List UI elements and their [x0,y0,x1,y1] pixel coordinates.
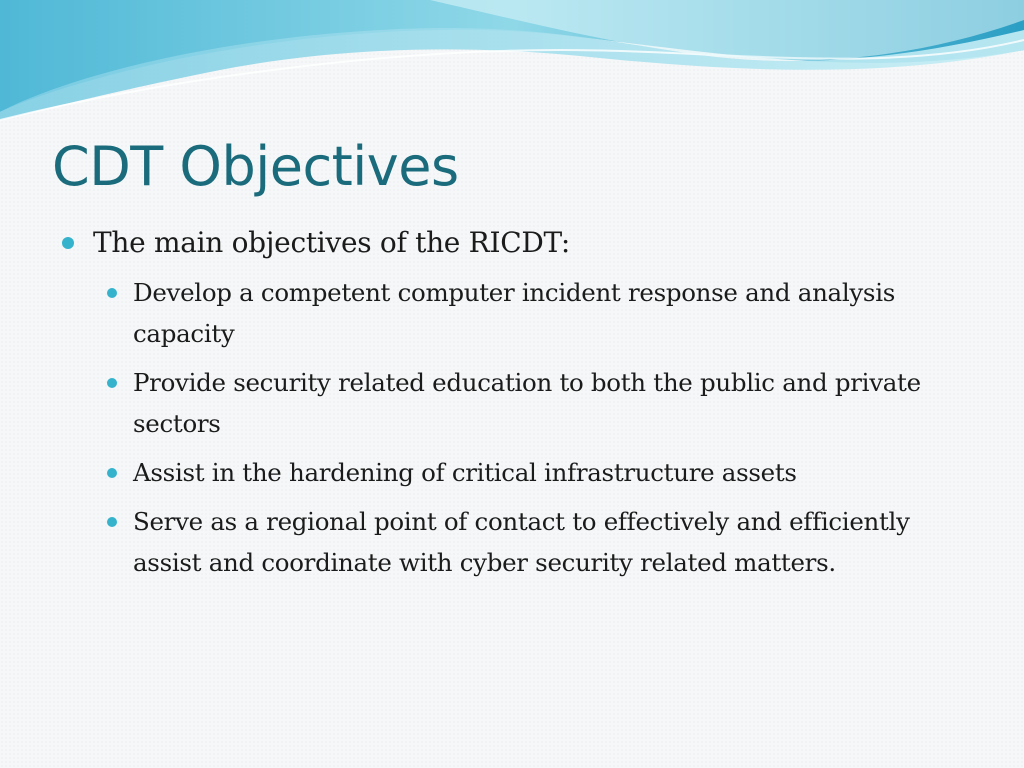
sub-bullet-text: Provide security related education to both the public and private sectors [133,368,921,438]
sub-bullet-list [60,272,960,583]
header-wave-decoration [0,0,1024,130]
sub-bullet-item [60,272,933,354]
sub-bullet-text: Develop a competent computer incident response and analysis capacity [133,278,896,348]
main-bullet-item [60,222,960,264]
bullet-dot-icon [107,378,117,388]
sub-bullet-item [60,362,933,444]
sub-bullet-text: Assist in the hardening of critical infrastructure assets [133,458,797,487]
bullet-dot-icon [62,237,74,249]
sub-bullet-item [60,452,933,493]
main-bullet-text: The main objectives of the RICDT: [93,226,570,259]
bullet-dot-icon [107,517,117,527]
sub-bullet-item [60,501,933,583]
bullet-dot-icon [107,468,117,478]
slide-title: CDT Objectives [52,135,459,198]
sub-bullet-text: Serve as a regional point of contact to effectively and efficiently assist and coordinate with cyber security related matters. [133,507,910,577]
bullet-dot-icon [107,288,117,298]
slide-content [60,222,960,591]
